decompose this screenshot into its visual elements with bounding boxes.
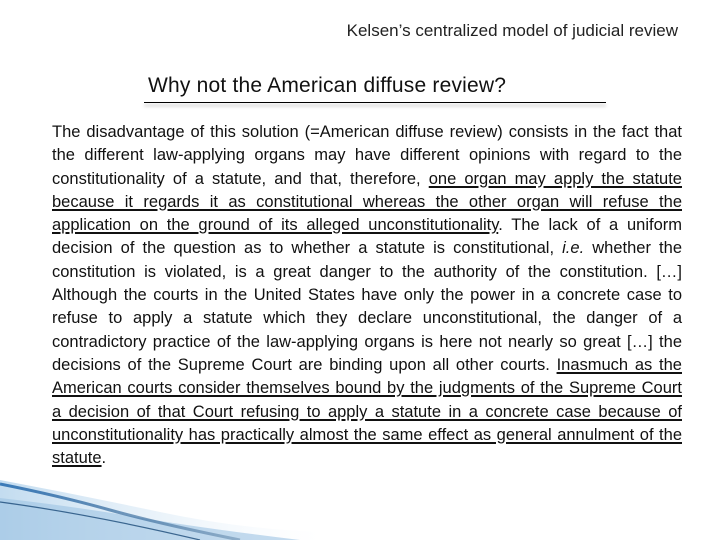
quote-underlined-1: one organ may apply the statute because it regards it as constitutional whereas the other organ will refuse the application on the ground of its alleged unconstitutionality bbox=[52, 169, 682, 235]
header-title: Kelsen’s centralized model of judicial review bbox=[346, 21, 678, 40]
subtitle-divider bbox=[144, 102, 606, 103]
slide-subtitle: Why not the American diffuse review? bbox=[148, 74, 507, 97]
quote-body bbox=[52, 121, 682, 470]
quote-italic-ie: i.e. bbox=[562, 239, 585, 258]
corner-wave-decoration bbox=[0, 440, 320, 540]
quote-text-3: whether the constitution is violated, is a great danger to the authority of the constitution. […] Although the courts in the United States have only the power in a concrete case to refuse to apply a statute which they declare unconstitutional, the danger of a contradictory practice of the law-applying organs is here not nearly so great […] the decisions of the Supreme Court are binding upon all other courts. bbox=[52, 239, 682, 374]
quote-text-4: . bbox=[101, 449, 107, 468]
quote-text-1: The disadvantage of this solution (=American diffuse review) consists in the fact that the different law-applying organs may have different opinions with regard to the constitutionality of a statute, and that, therefore, bbox=[52, 123, 682, 188]
quote-text-2: . The lack of a uniform decision of the question as to whether a statute is constitutional, bbox=[52, 216, 683, 258]
quote-underlined-2: Inasmuch as the American courts consider themselves bound by the judgments of the Supreme Court a decision of that Court refusing to apply a statute in a concrete case because of unconstitutionality has practically almost the same effect as general annulment of the statute bbox=[52, 355, 682, 468]
